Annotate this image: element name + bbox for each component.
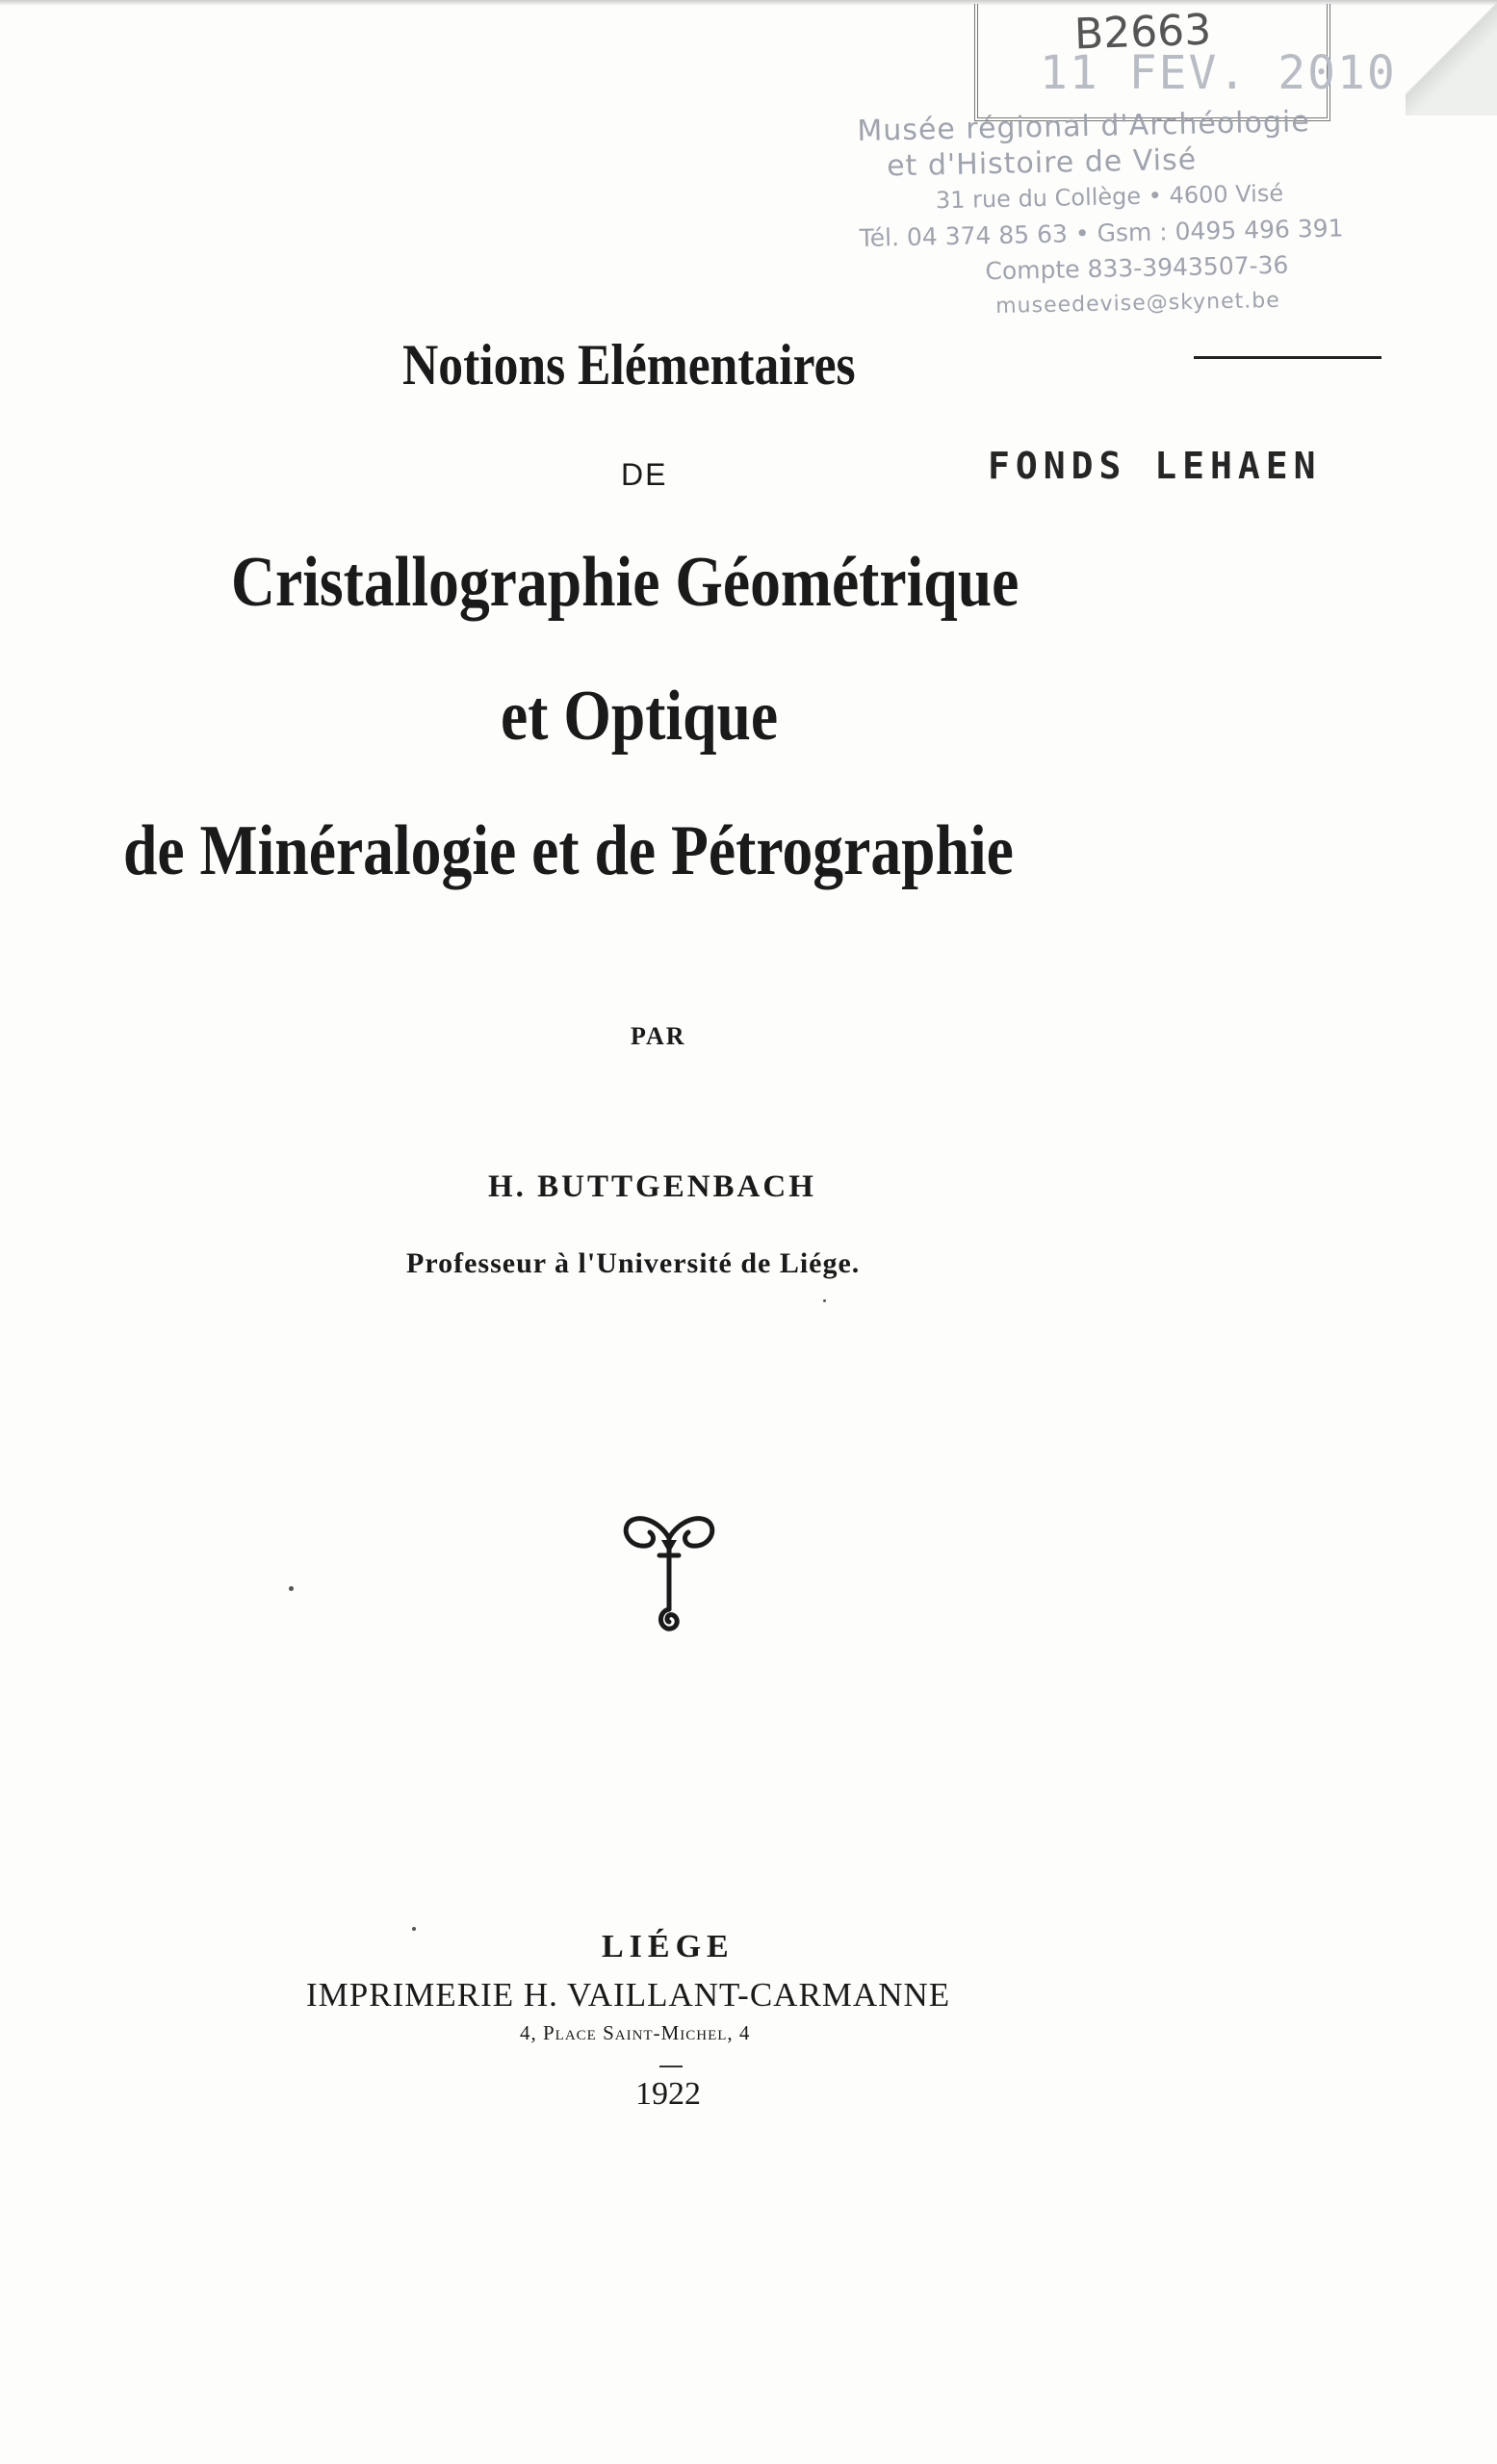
imprint-printer: IMPRIMERIE H. VAILLANT-CARMANNE <box>306 1976 951 2014</box>
author-name: H. BUTTGENBACH <box>488 1169 816 1204</box>
title-line-4: et Optique <box>501 677 779 756</box>
scan-speck <box>412 1927 416 1931</box>
scan-speck <box>289 1586 294 1591</box>
printer-ornament-icon <box>621 1502 717 1636</box>
stamp-line: et d'Histoire de Visé <box>886 142 1198 184</box>
stamp-line: Musée régional d'Archéologie <box>857 105 1311 148</box>
stamp-line: 31 rue du Collège • 4600 Visé <box>935 179 1284 215</box>
page-corner-fold <box>1406 0 1497 116</box>
imprint-address: 4, Place Saint-Michel, 4 <box>520 2021 751 2044</box>
year-rule <box>659 2066 683 2067</box>
imprint-city: LIÉGE <box>602 1929 735 1964</box>
registration-date: 11 FEV. 2010 <box>1040 46 1397 100</box>
stamp-line: Compte 833-3943507-36 <box>985 250 1289 286</box>
stamp-line: museedevise@skynet.be <box>994 288 1281 320</box>
museum-stamp <box>857 101 1439 327</box>
author-affiliation: Professeur à l'Université de Liége. <box>406 1247 861 1279</box>
scan-speck <box>823 1299 826 1302</box>
fonds-stamp: FONDS LEHAEN <box>988 445 1322 487</box>
title-line-1: Notions Elémentaires <box>402 333 856 397</box>
byline-par: PAR <box>631 1022 686 1050</box>
title-line-2: DE <box>621 457 668 492</box>
stamp-line: Tél. 04 374 85 63 • Gsm : 0495 496 391 <box>859 214 1344 252</box>
stamp-divider <box>1194 356 1381 359</box>
registration-number: B2663 <box>1073 5 1213 60</box>
title-line-3: Cristallographie Géométrique <box>231 543 1020 622</box>
imprint-year: 1922 <box>635 2076 701 2112</box>
title-line-5: de Minéralogie et de Pétrographie <box>123 811 1014 890</box>
